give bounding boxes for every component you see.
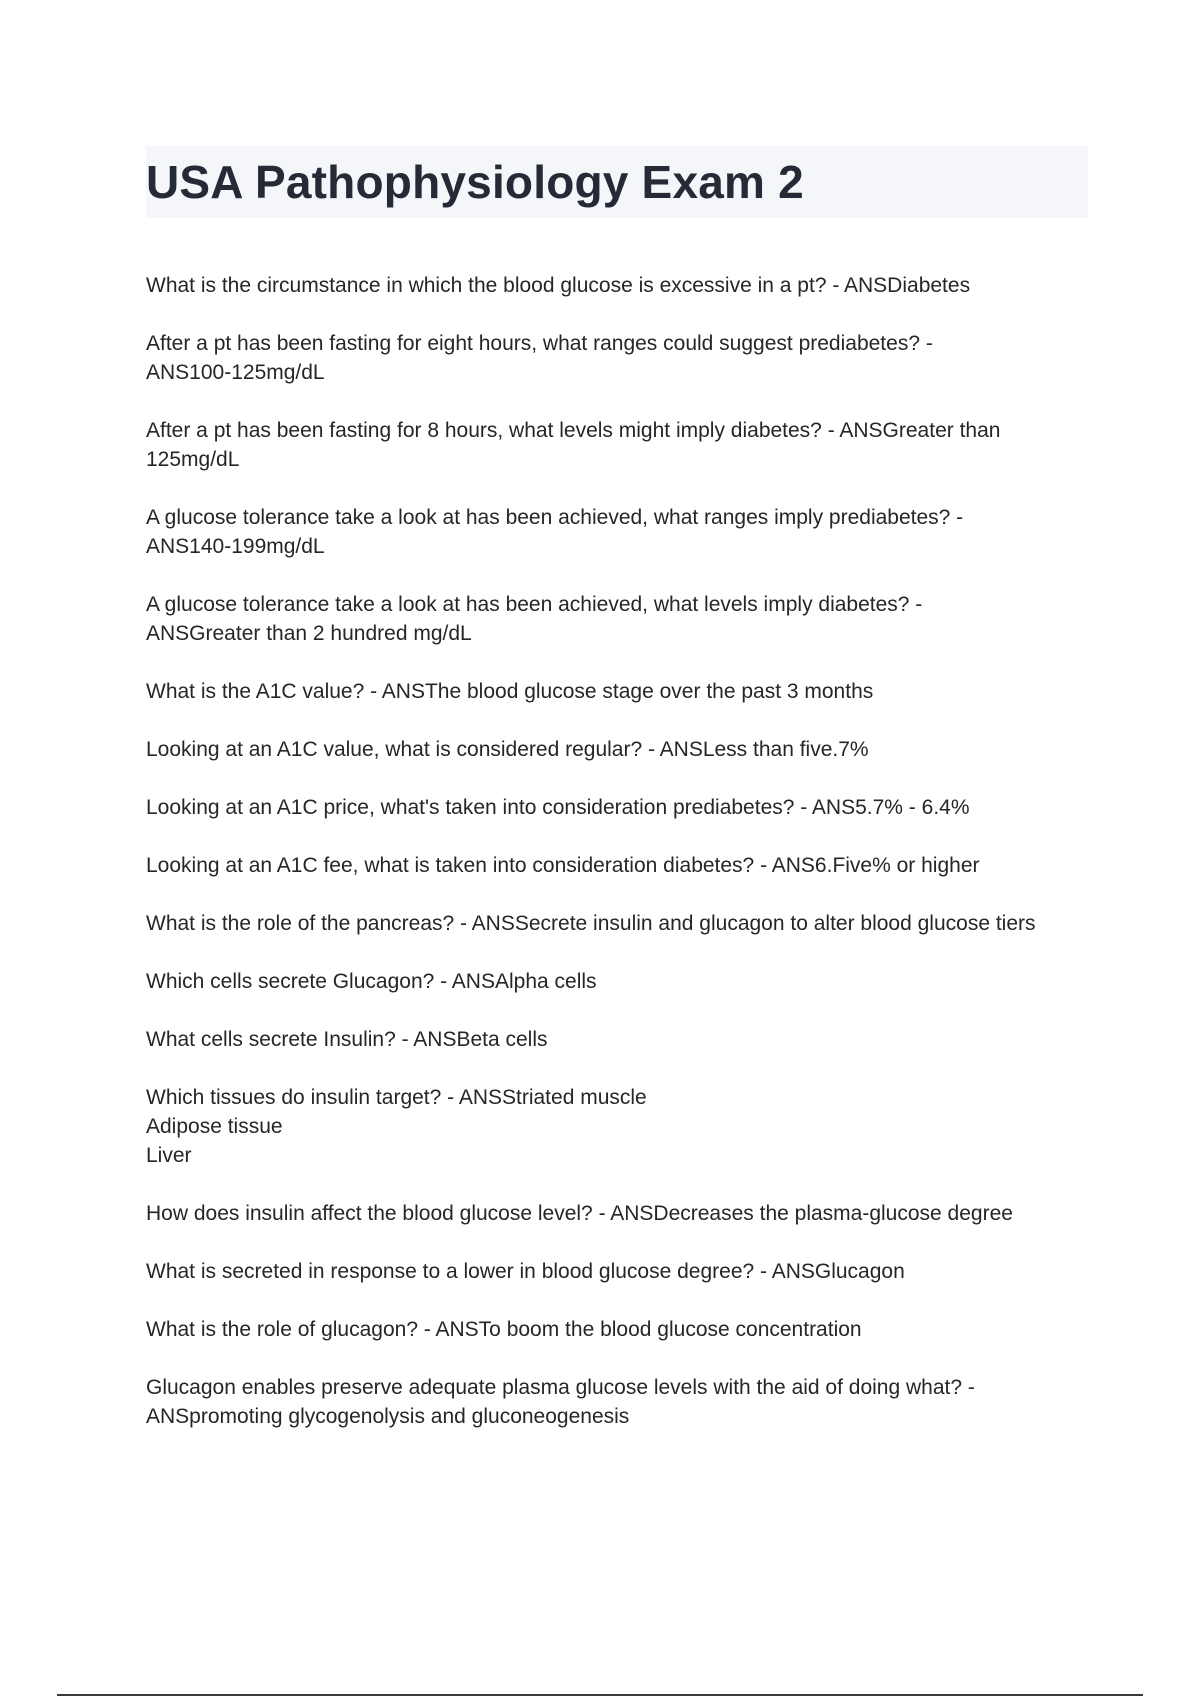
qa-item: After a pt has been fasting for 8 hours, what levels might imply diabetes? - ANSGreater than 125mg/dL [146,419,1001,471]
qa-list [146,271,1096,1460]
qa-item: After a pt has been fasting for eight hours, what ranges could suggest prediabetes? - ANS100-125mg/dL [146,332,933,384]
qa-item: What is the role of the pancreas? - ANSSecrete insulin and glucagon to alter blood glucose tiers [146,912,1036,935]
qa-item: What is secreted in response to a lower in blood glucose degree? - ANSGlucagon [146,1260,905,1283]
qa-item: Looking at an A1C fee, what is taken into consideration diabetes? - ANS6.Five% or higher [146,854,980,877]
qa-item: What cells secrete Insulin? - ANSBeta cells [146,1028,548,1051]
qa-item: Which tissues do insulin target? - ANSStriated muscle Adipose tissue Liver [146,1086,647,1167]
footer-divider [57,1694,1143,1696]
qa-item: How does insulin affect the blood glucose level? - ANSDecreases the plasma-glucose degree [146,1202,1013,1225]
qa-item: A glucose tolerance take a look at has been achieved, what ranges imply prediabetes? - ANS140-199mg/dL [146,506,964,558]
qa-item: Looking at an A1C value, what is considered regular? - ANSLess than five.7% [146,738,869,761]
qa-item: Glucagon enables preserve adequate plasma glucose levels with the aid of doing what? - ANSpromoting glycogenolysis and gluconeogenesis [146,1376,975,1428]
page-title: USA Pathophysiology Exam 2 [146,156,804,208]
title-banner [146,146,1088,218]
qa-item: What is the role of glucagon? - ANSTo boom the blood glucose concentration [146,1318,862,1341]
qa-item: A glucose tolerance take a look at has been achieved, what levels imply diabetes? - ANSGreater than 2 hundred mg/dL [146,593,923,645]
qa-item: What is the circumstance in which the blood glucose is excessive in a pt? - ANSDiabetes [146,274,971,297]
qa-item: What is the A1C value? - ANSThe blood glucose stage over the past 3 months [146,680,874,703]
qa-item: Looking at an A1C price, what's taken into consideration prediabetes? - ANS5.7% - 6.4% [146,796,970,819]
qa-item: Which cells secrete Glucagon? - ANSAlpha cells [146,970,597,993]
